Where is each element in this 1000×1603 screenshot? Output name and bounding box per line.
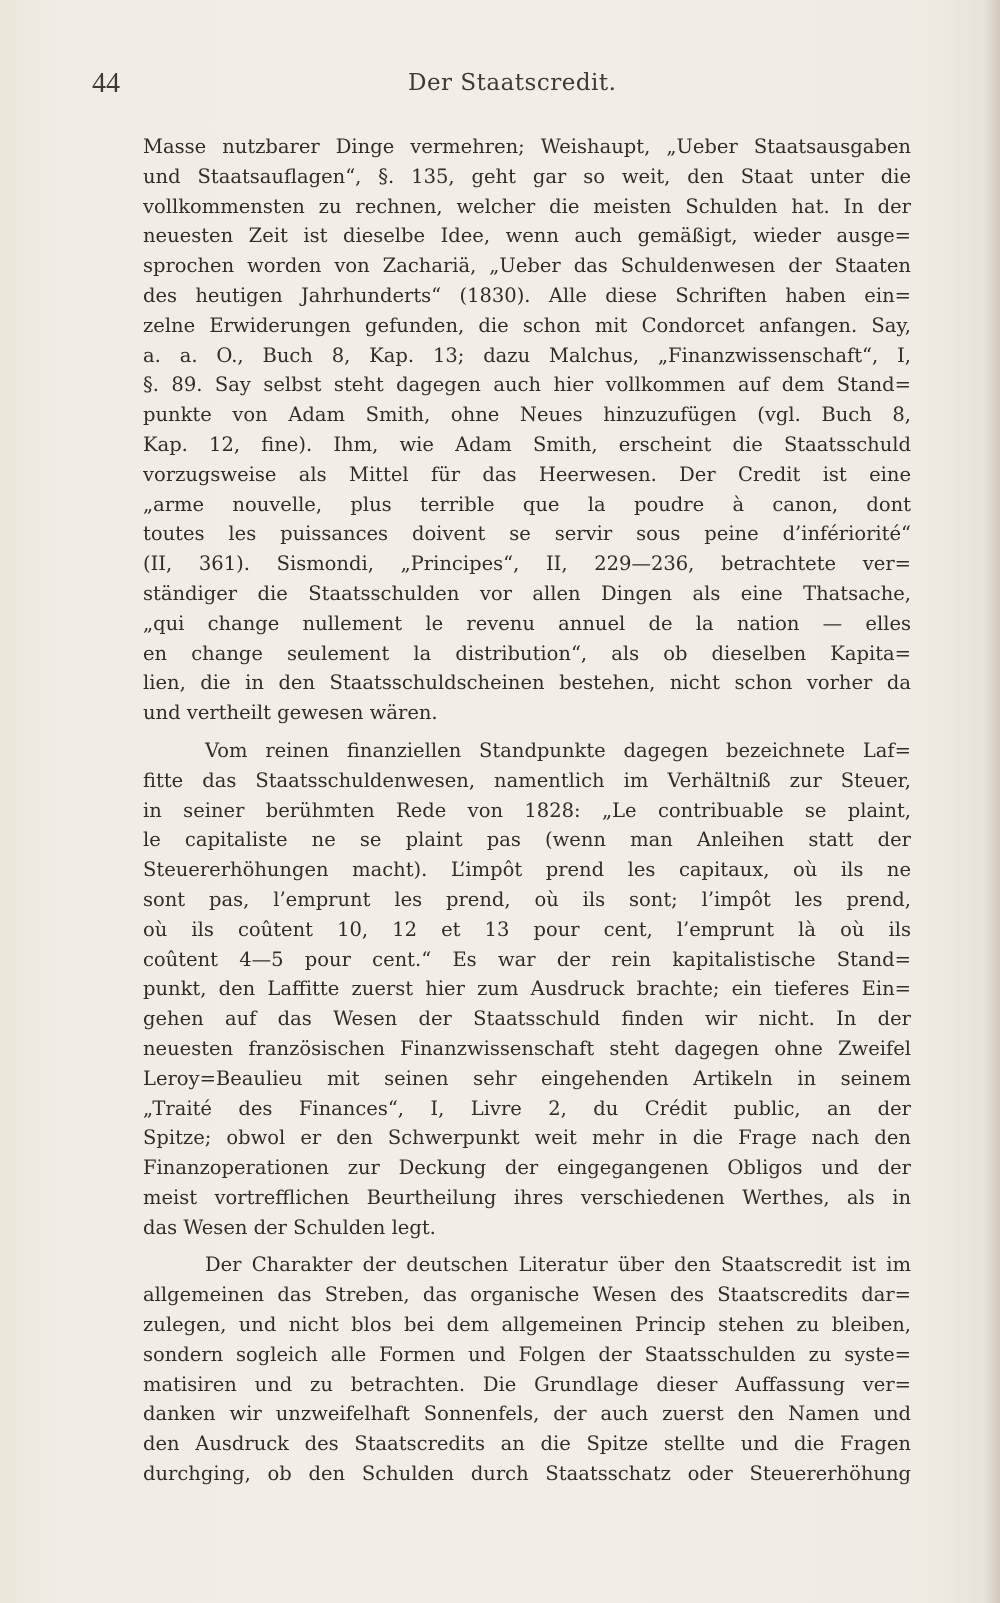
text-line: coûtent 4—5 pour cent.“ Es war der rein kapitalistische Stand= xyxy=(143,947,911,971)
paragraph xyxy=(143,736,911,1243)
text-line: „Traité des Finances“, I, Livre 2, du Crédit public, an der xyxy=(143,1096,911,1120)
running-title: Der Staatscredit. xyxy=(408,70,617,96)
text-line: Kap. 12, fine). Ihm, wie Adam Smith, erscheint die Staatsschuld xyxy=(143,432,911,456)
text-line: den Ausdruck des Staatscredits an die Spitze stellte und die Fragen xyxy=(143,1432,911,1456)
text-line: allgemeinen das Streben, das organische Wesen des Staatscredits dar= xyxy=(143,1283,911,1307)
text-line: Masse nutzbarer Dinge vermehren; Weishaupt, „Ueber Staatsausgaben xyxy=(143,135,911,158)
text-line: in seiner berühmten Rede von 1828: „Le contribuable se plaint, xyxy=(143,798,911,822)
text-line: punkt, den Laffitte zuerst hier zum Ausdruck brachte; ein tieferes Ein= xyxy=(143,977,911,1001)
text-line: toutes les puissances doivent se servir sous peine d’infériorité“ xyxy=(143,522,911,546)
text-line: a. a. O., Buch 8, Kap. 13; dazu Malchus, „Finanzwissenschaft“, I, xyxy=(143,343,911,367)
text-line: „arme nouvelle, plus terrible que la poudre à canon, dont xyxy=(143,492,911,516)
text-line: gehen auf das Wesen der Staatsschuld finden wir nicht. In der xyxy=(143,1007,911,1031)
text-line: und Staatsauflagen“, §. 135, geht gar so weit, den Staat unter die xyxy=(143,164,911,188)
paragraph-gap xyxy=(143,1242,911,1250)
page-edge-shadow xyxy=(984,0,1000,1603)
text-line: des heutigen Jahrhunderts“ (1830). Alle diese Schriften haben ein= xyxy=(143,283,911,307)
text-line: Finanzoperationen zur Deckung der eingegangenen Obligos und der xyxy=(143,1156,911,1180)
text-line: §. 89. Say selbst steht dagegen auch hier vollkommen auf dem Stand= xyxy=(143,373,911,397)
text-line: matisiren und zu betrachten. Die Grundlage dieser Auffassung ver= xyxy=(143,1372,911,1396)
text-line: danken wir unzweifelhaft Sonnenfels, der auch zuerst den Namen und xyxy=(143,1402,911,1426)
text-line: où ils coûtent 10, 12 et 13 pour cent, l’emprunt là où ils xyxy=(143,917,911,941)
text-line: Der Charakter der deutschen Literatur über den Staatscredit ist im xyxy=(205,1253,911,1277)
text-line: Spitze; obwol er den Schwerpunkt weit mehr in die Frage nach den xyxy=(143,1126,911,1150)
text-line: das Wesen der Schulden legt. xyxy=(143,1215,436,1239)
paragraph xyxy=(143,1250,911,1488)
text-line: vorzugsweise als Mittel für das Heerwesen. Der Credit ist eine xyxy=(143,462,911,486)
text-line: Steuererhöhungen macht). L’impôt prend les capitaux, où ils ne xyxy=(143,858,911,882)
text-line: punkte von Adam Smith, ohne Neues hinzuzufügen (vgl. Buch 8, xyxy=(143,403,911,427)
text-line: neuesten Zeit ist dieselbe Idee, wenn auch gemäßigt, wieder ausge= xyxy=(143,224,911,248)
paragraph xyxy=(143,132,911,728)
text-line: zulegen, und nicht blos bei dem allgemeinen Princip stehen zu bleiben, xyxy=(143,1313,911,1337)
text-line: Vom reinen finanziellen Standpunkte dagegen bezeichnete Laf= xyxy=(205,738,911,762)
text-line: durchging, ob den Schulden durch Staatsschatz oder Steuererhöhung xyxy=(143,1462,911,1486)
body-text xyxy=(143,132,911,1489)
text-line: le capitaliste ne se plaint pas (wenn man Anleihen statt der xyxy=(143,828,911,852)
paragraph-gap xyxy=(143,728,911,736)
text-line: en change seulement la distribution“, als ob dieselben Kapita= xyxy=(143,641,911,665)
page-number: 44 xyxy=(92,68,120,99)
text-line: fitte das Staatsschuldenwesen, namentlich im Verhältniß zur Steuer, xyxy=(143,768,911,792)
text-line: sont pas, l’emprunt les prend, où ils sont; l’impôt les prend, xyxy=(143,887,911,911)
text-line: sprochen worden von Zachariä, „Ueber das Schuldenwesen der Staaten xyxy=(143,254,911,278)
text-line: meist vortrefflichen Beurtheilung ihres verschiedenen Werthes, als in xyxy=(143,1185,911,1209)
text-line: vollkommensten zu rechnen, welcher die meisten Schulden hat. In der xyxy=(143,194,911,218)
text-line: sondern sogleich alle Formen und Folgen der Staatsschulden zu syste= xyxy=(143,1342,911,1366)
text-line: neuesten französischen Finanzwissenschaft steht dagegen ohne Zweifel xyxy=(143,1036,911,1060)
text-line: zelne Erwiderungen gefunden, die schon mit Condorcet anfangen. Say, xyxy=(143,313,911,337)
text-line: und vertheilt gewesen wären. xyxy=(143,701,438,725)
text-line: (II, 361). Sismondi, „Principes“, II, 229—236, betrachtete ver= xyxy=(143,552,911,576)
text-line: ständiger die Staatsschulden vor allen Dingen als eine Thatsache, xyxy=(143,581,911,605)
text-line: „qui change nullement le revenu annuel de la nation — elles xyxy=(143,611,911,635)
text-line: lien, die in den Staatsschuldscheinen bestehen, nicht schon vorher da xyxy=(143,671,911,695)
text-line: Leroy=Beaulieu mit seinen sehr eingehenden Artikeln in seinem xyxy=(143,1066,911,1090)
running-head xyxy=(0,64,1000,108)
